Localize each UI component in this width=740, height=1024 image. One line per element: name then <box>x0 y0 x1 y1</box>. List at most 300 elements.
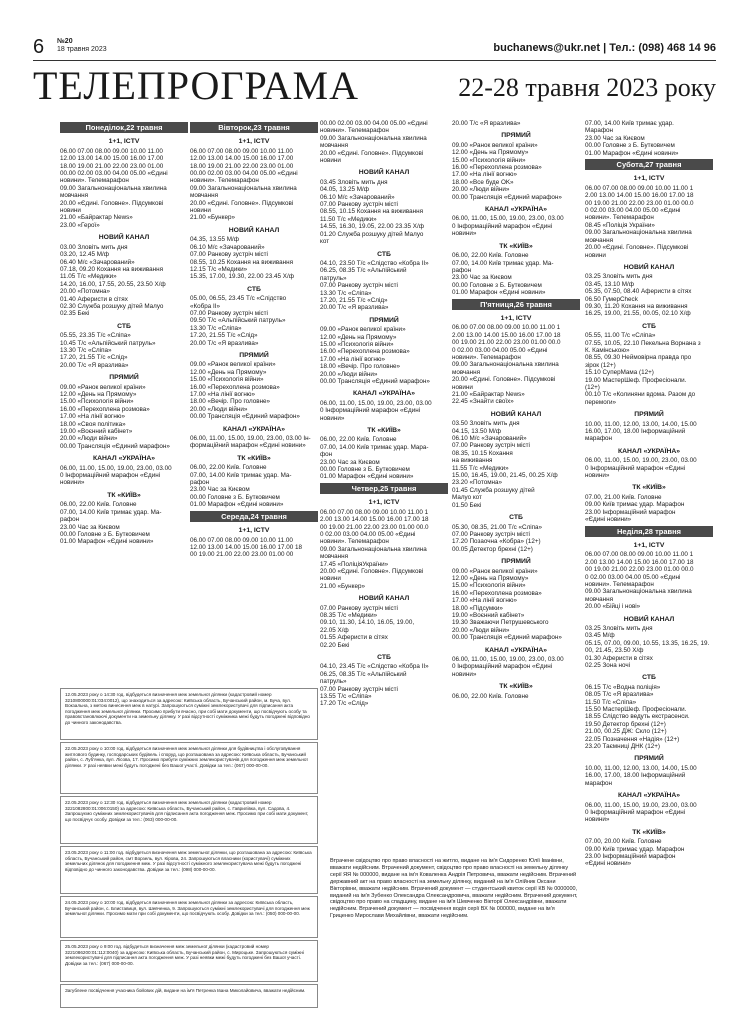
program-line: 0 Інформаційний марафон «Єдині <box>320 407 421 415</box>
program-line: 15.00, 16.45, 19.00, 21.45, 00.25 Х/ф <box>452 472 558 480</box>
day-header: Середа,24 травня <box>190 511 318 522</box>
program-line: 17.20 Позаочна «Кобра» (12+) <box>452 538 541 546</box>
program-line: 12.00 13.00 14.00 15.00 16.00 17.00 18 <box>190 543 303 551</box>
program-line: 05.55, 23.35 Т/с «Сліпа» <box>60 332 131 340</box>
program-line: «Кобра II» <box>190 302 221 310</box>
lost-documents-notice: Втрачене свідоцтво про право власності на житло, видане на ім'я Сидоренко Юлії Іванівни, вважати недійсним. Втрачений документ, свідоцтво про право власності на земельну ділянку серії ЯЯ № 000000, видане на ім'я Коваленка Андрія Петровича, вважати недійсним. Втрачений державний акт на право власності на земельну ділянку, виданий на ім'я Олійник Оксани Вікторівни, вважати недійсним. Втрачений документ — студентський квиток серії КВ № 0000000, виданий на ім'я Зубенко Олександра Олександровича, вважати недійсним. Втрачений документ, свідоцтво про право на спадщину, видане на ім'я Шевченко Вікторії Олександрівни, вважати недійсним. Втрачений документ — посвідчення водія серії ВХ № 000000, видане на ім'я Гриценко Мирослави Михайлівни, вважати недійсним. <box>330 858 578 920</box>
program-line: новини». Телемарафон <box>585 580 654 588</box>
program-line: 13.55 Т/с «Сліпа» <box>320 693 372 701</box>
program-line: 15.10 СуперМама (12+) <box>585 369 654 377</box>
program-line: 00 19.00 21.00 22.00 23.00 01.00 00.0 <box>320 523 429 531</box>
program-line: 10.00, 11.00, 12.00, 13.00, 14.00, 15.00 <box>585 764 697 772</box>
program-line: 04.35, 13.55 М/ф <box>190 236 239 244</box>
program-line: 12.00 13.00 14.00 15.00 16.00 17.00 <box>60 155 164 163</box>
program-line: 06.00 07.00 08.00 09.00 10.00 11.00 1 <box>320 508 429 516</box>
program-line: 07.00 Ранкову зустріч місті <box>452 530 530 538</box>
program-line: 23.00 Час за Києвом <box>320 458 380 466</box>
channel-name: ПРЯМИЙ <box>634 411 664 419</box>
program-line: 00.00 Головне з Б. Бутковичем <box>190 493 280 501</box>
program-line: 06.00, 11.00, 15.00, 19.00, 23.00, 03.00 <box>585 801 697 809</box>
program-line: 00.00 Трансляція «Єдиний марафон» <box>452 193 562 201</box>
program-line: 10.00, 11.00, 12.00, 13.00, 14.00, 15.00 <box>585 420 697 428</box>
channel-name: 1+1, ICTV <box>238 527 270 535</box>
program-line: 00.00 Головне з Б. Бутковичем <box>585 142 675 150</box>
program-line: зірок (12+) <box>585 361 616 369</box>
channel-name: СТБ <box>377 654 391 661</box>
program-line: 15.00 «Психологія війни» <box>320 340 394 348</box>
program-line: 16.00 «Перехоплена розмова» <box>452 164 542 172</box>
program-line: 12.15 Т/с «Медики» <box>190 265 248 273</box>
program-line: 20.00 Т/с «Я вразлива» <box>452 120 521 127</box>
program-line: 2.00 13.00 14.00 15.00 16.00 17.00 18 <box>320 516 429 524</box>
program-line: 02.20 Бекі <box>320 641 350 649</box>
program-line: 06.40 М/с «Зачарований» <box>60 258 135 266</box>
program-line: 09.00 «Ранок великої країни» <box>320 326 406 334</box>
program-line: новини». Телемарафон <box>320 127 389 135</box>
program-line: Малуо кот <box>452 494 482 502</box>
channel-name: 1+1, ICTV <box>368 499 400 507</box>
program-line: 20.00 «Єдині. Головне». Підсумкові <box>320 567 424 575</box>
channel-name: ПРЯМИЙ <box>369 316 399 324</box>
program-line: 15.50 МастерШеф. Професіонали. <box>585 706 687 714</box>
program-line: 07.00 Ранкову зустріч місті <box>320 685 398 693</box>
program-line: новини» <box>320 414 345 422</box>
program-line: 20.00 Т/с «Я вразлива» <box>320 304 389 312</box>
program-line: 16.00, 17.00, 18.00 Інформаційний <box>585 428 686 436</box>
program-line: 08.05 Т/с «Я вразлива» <box>585 691 654 699</box>
channel-name: СТБ <box>642 322 656 330</box>
program-line: 10.45 Т/с «Альпійський патруль» <box>60 339 156 347</box>
program-line: «Єдині новини» <box>585 516 632 524</box>
program-line: 01.30 Аферисти в сітях <box>585 654 653 662</box>
program-line: 06.00 07.00 08.00 09.00 10.00 11.00 1 <box>452 324 561 332</box>
program-line: мовчання <box>452 368 481 376</box>
channel-name: ТК «КИЇВ» <box>632 828 666 836</box>
channel-name: НОВИЙ КАНАЛ <box>490 410 542 418</box>
header-divider <box>33 60 716 61</box>
program-line: новини» <box>452 230 477 238</box>
channel-name: ПРЯМИЙ <box>501 558 531 566</box>
program-line: 07.00, 14.00 Київ тримає удар. Ма- <box>452 259 554 267</box>
program-line: 0 02.00 03.00 04.00 05.00 «Єдині <box>452 346 548 354</box>
program-line: 06.00 07.00 08.00 09.00 10.00 11.00 <box>190 536 293 544</box>
program-line: 0 Інформаційний марафон «Єдині <box>452 222 553 230</box>
program-line: рафон <box>60 516 80 524</box>
program-line: 0 02.00 03.00 04.00 05.00 «Єдині <box>585 573 681 581</box>
program-line: 11.55 Т/с «Медики» <box>452 464 509 472</box>
channel-name: ПРЯМИЙ <box>239 351 269 359</box>
program-line: новини <box>190 207 211 215</box>
day-header: Понеділок,22 травня <box>60 122 188 133</box>
program-line: 07.00 Ранкову зустріч місті <box>190 251 268 259</box>
program-line: 0 Інформаційний марафон «Єдині <box>60 472 161 480</box>
program-line: новини <box>452 383 473 391</box>
page-header <box>33 36 716 60</box>
program-line: 06.00, 22.00 Київ. Головне <box>190 464 267 472</box>
legal-notice: 23.05.2023 року о 11:00 год. відбудеться визначення меж земельної ділянки, що розташована за адресою: Київська область, Бучанський район, смт Ворзель, вул. Кірова, 24. Запрошуються власники (користувачі) суміжних земельних ділянок для погодження меж. У разі відсутності суміжного землекористувача межі будуть погоджені відповідно до чинного законодавства. Довідки за тел.: (098) 000-00-00. <box>60 846 318 894</box>
program-line: мовчання <box>585 595 614 603</box>
program-line: 01.00 Марафон «Єдині новини» <box>452 289 546 297</box>
program-line: 11.50 Т/с «Медики» <box>320 215 377 223</box>
program-line: 14.20, 16.00, 17.55, 20.55, 23.50 Х/ф <box>60 280 166 288</box>
program-line: 20.00 «Люди війни» <box>320 370 378 378</box>
program-line: 09.50 Т/с «Альпійський патруль» <box>190 317 286 325</box>
program-line: 02.25 Зона ночі <box>585 662 631 669</box>
program-line: мовчання <box>320 553 349 561</box>
program-line: 09.00 «Ранок великої країни» <box>452 567 538 575</box>
program-line: 07.00, 20.00 Київ. Головне <box>585 838 662 846</box>
day-header: Четвер,25 травня <box>320 483 448 494</box>
program-line: 03.50 Зловіть мить дня <box>452 420 520 428</box>
program-line: 07.00, 14.00 Київ тримає удар. Ма- <box>60 508 162 516</box>
program-line: 13.30 Т/с «Сліпа» <box>320 289 372 297</box>
program-line: 00.00 Трансляція «Єдиний марафон» <box>452 634 562 642</box>
program-line: 17.00 «На лінії вогню» <box>190 391 256 398</box>
program-line: 13.30 Т/с «Сліпа» <box>190 324 242 332</box>
program-line: 07.00, 14.00 Київ тримає удар. Ма- <box>190 471 292 479</box>
program-line: 16.00 «Перехоплена розмова» <box>190 383 280 391</box>
program-line: 2.00 13.00 14.00 15.00 16.00 17.00 18 <box>585 192 694 200</box>
program-line: 09.00 Загальнонаціональна хвилина <box>190 184 297 192</box>
program-line: 23.20 «Потомна» <box>452 479 503 487</box>
site-contacts: buchanews@ukr.net | Тел.: (098) 468 14 96 <box>493 42 716 54</box>
program-line: мовчання <box>320 142 349 150</box>
program-line: 05.30, 08.35, 21.00 Т/с «Сліпа» <box>452 523 543 531</box>
channel-name: КАНАЛ «УКРАЇНА» <box>222 425 286 433</box>
program-line: 22.05 Позначення «Надія» (12+) <box>585 735 680 743</box>
program-line: 09.00 Загальнонаціональна хвилина <box>320 545 427 553</box>
program-line: 23.00 Час за Києвом <box>190 486 250 494</box>
program-line: 01.00 Марафон «Єдині новини» <box>320 473 414 481</box>
program-line: 00.00 02.00 03.00 04.00 05.00 «Єдині <box>320 120 428 127</box>
program-line: 07.00, 14.00 Київ тримає удар. <box>585 120 674 127</box>
day-header: П'ятниця,26 травня <box>452 299 580 310</box>
program-line: 06.00, 11.00, 15.00, 19.00, 23.00, 03.00 <box>452 656 564 663</box>
program-line: марафон <box>585 435 612 443</box>
program-line: 19.00 «Воєнний кабінет» <box>60 428 133 436</box>
program-line: 18.00 19.00 21.00 22.00 23.00 01.00 <box>190 162 294 170</box>
program-line: патруль» <box>320 678 347 686</box>
program-line: 01.40 Аферисти в сітях <box>60 295 128 303</box>
program-line: 16.00 «Перехоплена розмова» <box>320 348 410 356</box>
program-line: 09.00 Київ тримає удар. Марафон <box>585 845 685 853</box>
channel-name: 1+1, ICTV <box>238 138 270 146</box>
channel-name: ТК «КИЇВ» <box>499 683 533 691</box>
program-line: 20.00 «Потомна» <box>60 288 111 296</box>
program-line: новини» <box>585 472 610 480</box>
program-line: фон <box>320 451 333 459</box>
program-line: 08.55, 10.25 Кохання на виживання <box>190 258 294 266</box>
program-line: мовчання <box>585 236 614 244</box>
program-line: 06.00, 11.00, 15.00, 19.00, 23.00, 03.00 <box>452 215 564 223</box>
program-line: 18.00 «Вечір. Про головне» <box>190 398 271 406</box>
program-line: 14.55, 16.30, 19.05, 22.00 23.35 Х/ф <box>320 223 424 231</box>
program-line: 23.00 Час за Києвом <box>452 274 512 282</box>
program-line: 15.00 «Психологія війни» <box>452 582 526 590</box>
page-number: 6 <box>33 36 45 58</box>
program-line: 17.00 «На лінії вогню» <box>452 597 518 605</box>
program-line: 2.00 13.00 14.00 15.00 16.00 17.00 18 <box>585 558 694 566</box>
program-line: новини». Телемарафон <box>60 177 129 185</box>
program-line: 09.00 «Ранок великої країни» <box>452 141 538 149</box>
program-line: 03.20, 12.45 М/ф <box>60 251 109 259</box>
program-line: 01.55 Аферисти в сітях <box>320 634 388 642</box>
program-line: 20.00 «Єдині. Головне». Підсумкові <box>60 199 164 207</box>
channel-name: НОВИЙ КАНАЛ <box>228 226 280 234</box>
program-line: 01.00 Марафон «Єдині новини» <box>60 538 154 546</box>
program-line: 00, 21.45, 23.50 Х/ф <box>585 647 644 655</box>
channel-name: СТБ <box>247 285 261 293</box>
program-line: 09.00 «Ранок великої країни» <box>60 383 146 391</box>
program-line: новини» <box>60 479 85 487</box>
program-line: 00.05 Детектор брехні (12+) <box>452 545 533 553</box>
program-line: 17.00 «На лінії вогню» <box>60 413 126 421</box>
program-line: 18.55 Слідство ведуть екстрасенси. <box>585 713 690 721</box>
program-line: 20.00 «Люди війни» <box>452 186 510 194</box>
channel-name: ПРЯМИЙ <box>501 132 531 140</box>
program-line: 02.30 Служба розшуку дітей Малуо <box>60 302 164 310</box>
program-line: новини <box>585 251 606 259</box>
program-line: 0 02.00 03.00 04.00 05.00 «Єдині <box>585 207 681 215</box>
channel-name: КАНАЛ «УКРАЇНА» <box>92 455 156 463</box>
program-line: 00.00 Головне з Б. Бутковичем <box>320 466 410 474</box>
program-line: 2.00 13.00 14.00 15.00 16.00 17.00 18 <box>452 331 561 339</box>
program-line: новини <box>320 575 341 583</box>
program-line: 01.00 Марафон «Єдині новини» <box>190 501 284 509</box>
program-line: 12.00 «День на Прямому» <box>320 333 397 341</box>
program-line: новини <box>60 207 81 215</box>
program-line: 23.20 Таємниці ДНК (12+) <box>585 743 660 751</box>
program-line: на виживання <box>452 457 493 465</box>
program-line: 05.00, 06.55, 23.45 Т/с «Слідство <box>190 295 287 303</box>
program-line: 19.00 «Воєнний кабінет» <box>452 611 525 619</box>
program-line: 04.10, 23.45 Т/с «Слідство «Кобра II» <box>320 663 429 671</box>
program-line: 06.00, 11.00, 15.00, 19.00, 23.00, 03.00 Ін- <box>190 435 311 443</box>
program-line: 16.00 «Перехоплена розмова» <box>452 589 542 597</box>
program-line: 07.00 Ранкову зустріч місті <box>320 604 398 612</box>
program-line: 01.00 Марафон «Єдині новини» <box>585 149 679 157</box>
page-title: ТЕЛЕПРОГРАМА <box>33 63 360 108</box>
channel-name: КАНАЛ «УКРАЇНА» <box>352 390 416 398</box>
program-line: рафон <box>452 266 472 274</box>
program-line: 09.10, 11.30, 14.10, 16.05, 19.00, <box>320 619 415 627</box>
program-line: 09.00 «Ранок великої країни» <box>190 361 276 369</box>
program-line: Марафон <box>585 127 613 135</box>
program-line: 09.00 Загальнонаціональна хвилина <box>585 229 692 237</box>
program-line: 18.00 «Підсумки» <box>452 604 503 612</box>
channel-name: 1+1, ICTV <box>500 314 532 322</box>
program-line: 20.00 Т/с «Я вразлива» <box>60 361 129 369</box>
program-line: 0 Інформаційний марафон «Єдині <box>585 808 686 816</box>
program-line: новини <box>320 157 341 165</box>
program-line: 20.00 «Люди війни» <box>190 405 248 413</box>
program-line: 09.00 Київ тримає удар. Марафон <box>585 501 685 509</box>
program-line: 17.45 «ПоліціяУкраїни» <box>320 560 389 568</box>
program-line: 22.45 «Знайти своїх» <box>452 398 514 406</box>
program-line: кот <box>320 238 330 246</box>
channel-name: ПРЯМИЙ <box>109 374 139 382</box>
program-line: 18.00 19.00 21.00 22.00 23.00 01.00 <box>60 162 164 170</box>
program-line: новини». Телемарафон <box>452 353 521 361</box>
program-line: 17.20, 21.55 Т/с «Слід» <box>320 296 388 304</box>
channel-name: НОВИЙ КАНАЛ <box>623 615 675 623</box>
program-line: 0 02.00 03.00 04.00 05.00 «Єдині <box>320 530 416 538</box>
program-line: 18.00 «Вечір. Про головне» <box>320 363 401 371</box>
channel-name: НОВИЙ КАНАЛ <box>358 169 410 177</box>
program-line: 00.00 Головне з Б. Бутковичем <box>452 281 542 289</box>
program-line: 13.30 Т/с «Сліпа» <box>60 346 112 354</box>
legal-notice: 22.05.2023 року о 12:30 год. відбудеться визначення меж земельної ділянки (кадастровий номер 3221082800:01:006:0150) за адресою: Київська область, Бучанський район, с. Гаврилівка, вул. Садова, 4. Запрошуємо суміжних землекористувачів для підписання акта погодження меж. Просимо при собі мати документ, що посвідчує особу. Довідки за тел.: (063) 000-00-00. <box>60 796 318 844</box>
legal-notice: 25.05.2023 року о 9:00 год. відбудеться визначення меж земельної ділянки (кадастровий номер 3221086200:01:112:0040) за адресою: Київська область, Бучанський район, с. Мироцьке. Запрошуються суміжні землекористувачі для підписання акта погодження меж. У разі неявки межі будуть погоджені без Вашої участі. Довідки за тел.: (067) 000-00-00. <box>60 940 318 982</box>
program-line: 19.00 МастерШеф. Професіонали. <box>585 376 687 384</box>
program-line: 18.00 «Своя політика» <box>60 420 126 428</box>
program-line: 06.00 07.00 08.00 09.00 10.00 11.00 1 <box>585 551 694 559</box>
program-line: 01.45 Служба розшуку дітей <box>452 486 535 494</box>
program-line: новини». Телемарафон <box>585 214 654 222</box>
issue-number: №20 <box>57 38 73 45</box>
program-line: 17.00 «На лінії вогню» <box>452 171 518 179</box>
program-line: 18.00 «Все буде OK» <box>452 178 514 186</box>
program-line: 12.00 13.00 14.00 15.00 16.00 17.00 <box>190 155 294 163</box>
program-line: 16.25, 19.00, 21.55, 00.05, 02.10 Х/ф <box>585 310 691 318</box>
program-line: 07.00 Ранкову зустріч місті <box>320 282 398 290</box>
day-header: Субота,27 травня <box>585 159 713 170</box>
channel-name: НОВИЙ КАНАЛ <box>623 263 675 271</box>
program-line: 20.00 «Бійці і нові» <box>585 603 641 611</box>
schedule-column-2 <box>190 120 318 640</box>
program-line: 09.00 Загальнонаціональна хвилина <box>60 184 167 192</box>
program-line: 04.15, 13.50 М/ф <box>452 427 501 435</box>
program-line: 0 Інформаційний марафон «Єдині <box>452 663 553 671</box>
program-line: новини». Телемарафон <box>320 538 389 546</box>
channel-name: 1+1, ICTV <box>108 138 140 146</box>
legal-notice: Загублене посвідчення учасника бойових дій, видане на ім'я Петренка Івана Миколайовича, вважати недійсним. <box>60 984 318 1008</box>
program-line: 17.20, 21.55 Т/с «Слід» <box>190 332 258 340</box>
program-line: (12+) <box>585 384 600 391</box>
program-line: 06.00 07.00 08.00 09.00 10.00 11.00 <box>60 147 163 155</box>
program-line: 21.00 «Бункер» <box>320 582 365 590</box>
program-line: 01.50 Бекі <box>452 501 482 509</box>
program-line: 00.00 02.00 03.00 04.00 05.00 «Єдині <box>190 170 298 178</box>
channel-name: СТБ <box>117 322 131 330</box>
program-line: новини» <box>585 816 610 824</box>
program-line: К. Камінською» <box>585 346 630 354</box>
channel-name: ТК «КИЇВ» <box>237 454 271 462</box>
program-line: 05.55, 11.00 Т/с «Сліпа» <box>585 332 656 340</box>
program-line: 06.00, 22.00 Київ. Головне <box>60 501 137 509</box>
program-line: 00.00 02.00 03.00 04.00 05.00 «Єдині <box>60 170 168 178</box>
program-line: 00.10 Т/с «Колиняни вдома. Разом до <box>585 391 696 399</box>
program-line: 20.00 «Єдині. Головне». Підсумкові <box>190 199 294 207</box>
program-line: 15.35, 17.00, 19.30, 22.00 23.45 Х/ф <box>190 273 294 281</box>
program-line: мовчання <box>190 192 219 200</box>
channel-name: КАНАЛ «УКРАЇНА» <box>484 206 548 214</box>
program-line: 00 19.00 21.00 22.00 23.00 01.00 00 <box>190 551 294 559</box>
program-line: 12.00 «День на Прямому» <box>60 391 137 398</box>
program-line: 00 19.00 21.00 22.00 23.00 01.00 00.0 <box>585 566 694 574</box>
program-line: 04.05, 13.25 М/ф <box>320 186 369 194</box>
program-line: 15.00 «Психологія війни» <box>452 156 526 164</box>
day-header: Неділя,28 травня <box>585 526 713 537</box>
program-line: 00.00 Головне з Б. Бутковичем <box>60 530 150 538</box>
program-line: 16.00 «Перехоплена розмова» <box>60 405 150 413</box>
schedule-column-5 <box>585 120 713 1010</box>
program-line: «Єдині новини» <box>585 860 632 868</box>
program-line: 04.10, 23.50 Т/с «Слідство «Кобра II» <box>320 259 429 267</box>
program-line: 03.25 Зловіть мить дня <box>585 273 653 281</box>
program-line: 11.50 Т/с «Сліпа» <box>585 698 637 706</box>
program-line: 06.25, 08.35 Т/с «Альпійський <box>320 670 407 678</box>
program-line: 08.45 «Поліція України» <box>585 221 655 229</box>
program-line: 09.00 Загальнонаціональна хвилина <box>452 361 559 369</box>
program-line: 17.20, 21.55 Т/с «Слід» <box>60 354 128 362</box>
day-header: Вівторок,23 травня <box>190 122 318 133</box>
program-line: 21.00 «Байрактар News» <box>452 391 525 398</box>
program-line: 0 Інформаційний марафон «Єдині <box>585 464 686 472</box>
program-line: 02.35 Бекі <box>60 310 90 318</box>
program-line: 21.00, 00.25 ДЖ: Скло (12+) <box>585 728 667 736</box>
program-line: 03.45 Зловіть мить дня <box>320 178 388 186</box>
program-line: 17.00 «На лінії вогню» <box>320 355 386 363</box>
program-line: 08.55, 09.30 Неймовірна правда про <box>585 354 692 362</box>
channel-name: НОВИЙ КАНАЛ <box>98 234 150 242</box>
program-line: 23.00 Час за Києвом <box>60 523 120 531</box>
program-line: 20.00 «Люди війни» <box>452 626 510 634</box>
channel-name: ТК «КИЇВ» <box>367 427 401 435</box>
channel-name: ТК «КИЇВ» <box>632 484 666 492</box>
program-line: мовчання <box>60 192 89 200</box>
channel-name: ТК «КИЇВ» <box>107 491 141 499</box>
program-line: 00.00 Трансляція «Єдиний марафон» <box>320 378 430 385</box>
program-line: 03.45, 13.10 М/ф <box>585 280 634 288</box>
program-line: 01.20 Служба розшуку дітей Малуо <box>320 230 424 238</box>
program-line: 23.00 «Герої» <box>60 221 100 229</box>
program-line: формаційний марафон «Єдині новини» <box>190 442 306 450</box>
page-dates: 22-28 травня 2023 року <box>458 73 716 102</box>
program-line: 23.00 Інформаційний марафон <box>585 508 676 516</box>
channel-name: КАНАЛ «УКРАЇНА» <box>484 646 548 654</box>
program-line: 06.00, 22.00 Київ. Головне <box>320 436 397 444</box>
program-line: 03.45 М/ф <box>585 632 615 640</box>
program-line: 09.00 Загальнонаціональна хвилина <box>585 588 692 596</box>
program-line: марафон <box>585 779 612 787</box>
program-line: 19.50 Детектор брехні (12+) <box>585 720 666 728</box>
program-line: 20.00 «Єдині. Головне». Підсумкові <box>585 244 689 252</box>
channel-name: ПРЯМИЙ <box>634 755 664 763</box>
program-line: 15.00 «Психологія війни» <box>60 398 134 406</box>
program-line: 06.00 07.00 08.00 09.00 10.00 11.00 1 <box>585 184 694 192</box>
program-line: 08.55, 10.15 Кохання на виживання <box>320 208 424 216</box>
program-line: 09.00 Загальнонаціональна хвилина <box>320 134 427 142</box>
program-line: 06.00 07.00 08.00 09.00 10.00 11.00 <box>190 147 293 155</box>
program-line: 03.00 Зловіть мить дня <box>60 243 128 251</box>
program-line: 08.35 Т/с «Медики» <box>320 611 378 619</box>
program-line: 07.00 Ранкову зустріч місті <box>190 309 268 317</box>
program-line: патруль» <box>320 274 347 282</box>
program-line: 00 19.00 21.00 22.00 23.00 01.00 00.0 <box>585 199 694 207</box>
program-line: 06.00, 22.00 Київ. Головне <box>452 692 529 700</box>
schedule-column-1 <box>60 120 188 685</box>
program-line: 11.05 Т/с «Медики» <box>60 273 117 281</box>
program-line: 15.00 «Психологія війни» <box>190 376 264 384</box>
legal-notice: 22.05.2023 року о 10:00 год. відбудеться визначення меж земельної ділянки для будівництва і обслуговування житлового будинку, господарських будівель і споруд, що розташована за адресою: Київська область, Бучанський район, с. Луб'янка, вул. Лісова, 17. Просимо прибути суміжних землекористувачів для погодження меж земельної ділянки. У разі неявки межі будуть погоджені без Вашої участі. Довідки за тел.: (067) 000-00-00. <box>60 742 318 794</box>
channel-name: 1+1, ICTV <box>633 175 665 183</box>
program-line: 06.25, 08.35 Т/с «Альпійський <box>320 267 407 275</box>
program-line: 06.00, 11.00, 15.00, 19.00, 23.00, 03.00 <box>585 457 697 465</box>
program-line: 07.55, 10.05, 22.10 Пекельна Ворнана з <box>585 339 701 347</box>
program-line: 08.35, 10.15 Кохання <box>452 449 513 457</box>
program-line: 19.30 Зважаючи Петрушевського <box>452 619 549 627</box>
